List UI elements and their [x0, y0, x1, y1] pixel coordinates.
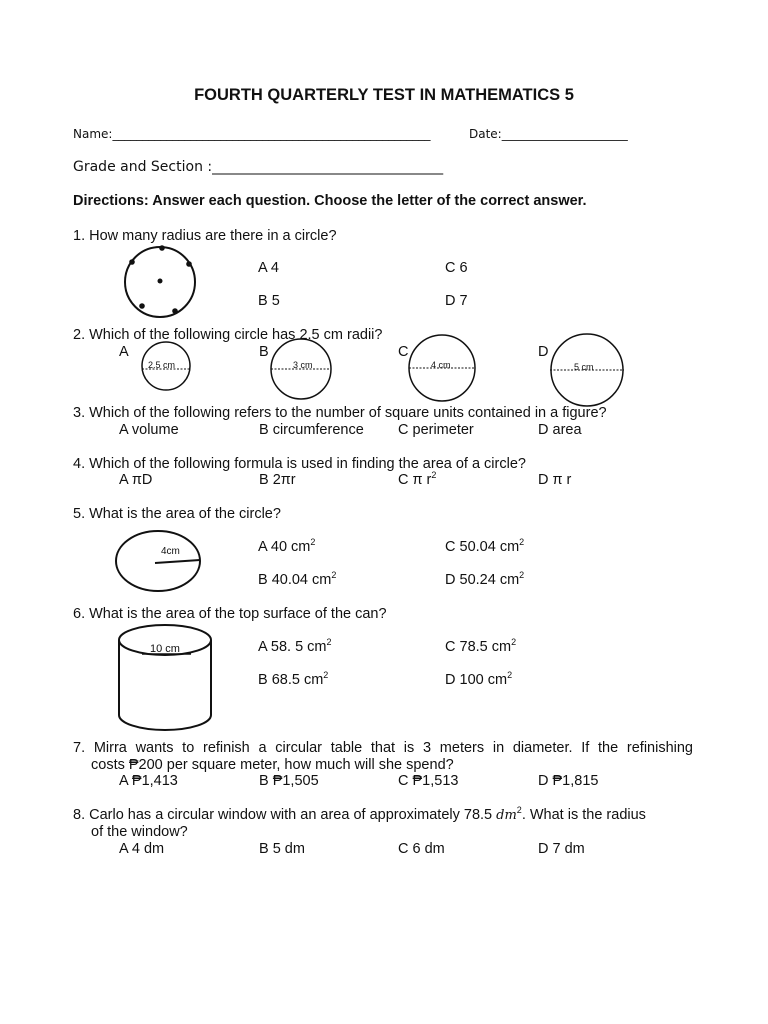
q4-option-c: C π $r^2$: [398, 470, 437, 488]
q3-option-b: B circumference: [259, 422, 364, 438]
q2-circle-b: [271, 339, 333, 401]
q1-circle-figure: [120, 248, 202, 320]
q3-option-c: C perimeter: [398, 422, 474, 438]
question-7-text-line2: costs ₱200 per square meter, how much will she spend?: [91, 757, 454, 773]
q3-option-d: D area: [538, 422, 582, 438]
directions-text: Directions: Answer each question. Choose the letter of the correct answer.: [73, 193, 587, 209]
q5-radius-label: 4cm: [161, 546, 180, 557]
q6-option-b: B 68.5 $cm^2$: [258, 670, 329, 688]
q8-option-a: A 4 dm: [119, 841, 165, 857]
q7-option-b: B ₱1,505: [259, 773, 319, 789]
question-3-text: 3. Which of the following refers to the number of square units contained in a figure?: [73, 405, 607, 421]
page-title: FOURTH QUARTERLY TEST IN MATHEMATICS 5: [194, 86, 574, 104]
q8-option-b: B 5 dm: [259, 841, 305, 857]
question-1-text: 1. How many radius are there in a circle?: [73, 228, 337, 244]
q6-diameter-label: 10 cm: [150, 643, 180, 655]
q2-label-a: 2.5 cm: [148, 360, 176, 370]
date-field-label: Date:_____________________: [469, 127, 628, 141]
question-7-text-line1: 7. Mirra wants to refinish a circular table that is 3 meters in diameter. If the refinishing: [73, 740, 693, 756]
question-5-text: 5. What is the area of the circle?: [73, 506, 281, 522]
q6-cylinder-figure: [118, 623, 218, 733]
question-4-text: 4. Which of the following formula is used in finding the area of a circle?: [73, 456, 526, 472]
q6-option-d: D 100 $cm^2$: [445, 670, 513, 688]
q8-option-c: C 6 dm: [398, 841, 445, 857]
q5-option-d: D 50.24 $cm^2$: [445, 570, 525, 588]
grade-section-label: Grade and Section :_________________________________: [73, 159, 444, 175]
q4-option-d: D π r: [538, 472, 572, 488]
q2-circle-a: [142, 342, 192, 392]
question-6-text: 6. What is the area of the top surface of the can?: [73, 606, 387, 622]
q6-option-c: C 78.5 $cm^2$: [445, 637, 517, 655]
q5-circle-figure: [114, 530, 204, 594]
q2-circle-c: [409, 335, 477, 403]
q1-option-d: D 7: [445, 293, 468, 309]
q2-letter-a: A: [119, 344, 129, 360]
question-2-text: 2. Which of the following circle has 2.5 cm radii?: [73, 327, 383, 343]
q1-option-b: B 5: [258, 293, 280, 309]
q3-option-a: A volume: [119, 422, 179, 438]
q5-option-c: C 50.04 $cm^2$: [445, 537, 525, 555]
q2-label-d: 5 cm: [574, 362, 594, 372]
q2-letter-c: C: [398, 344, 409, 360]
q2-letter-b: B: [259, 344, 269, 360]
q2-circle-d: [550, 333, 626, 409]
q7-option-d: D ₱1,815: [538, 773, 599, 789]
q6-option-a: A 58. 5 $cm^2$: [258, 637, 332, 655]
q1-option-a: A 4: [258, 260, 279, 276]
q5-option-a: A 40 $cm^2$: [258, 537, 316, 555]
q5-option-b: B 40.04 $cm^2$: [258, 570, 337, 588]
question-8-text-line1: 8. Carlo has a circular window with an area of approximately 78.5 $dm^2$. What is the radius: [73, 805, 646, 823]
q4-option-a: A πD: [119, 472, 153, 488]
q7-option-a: A ₱1,413: [119, 773, 178, 789]
q4-option-b: B 2πr: [259, 472, 296, 488]
question-8-text-line2: of the window?: [91, 824, 188, 840]
q1-option-c: C 6: [445, 260, 468, 276]
name-field-label: Name:_____________________________________________________: [73, 127, 431, 141]
q2-letter-d: D: [538, 344, 549, 360]
q2-label-c: 4 cm: [431, 360, 451, 370]
q7-option-c: C ₱1,513: [398, 773, 459, 789]
q8-option-d: D 7 dm: [538, 841, 585, 857]
q2-label-b: 3 cm: [293, 360, 313, 370]
circle-center-dot: [158, 279, 163, 284]
